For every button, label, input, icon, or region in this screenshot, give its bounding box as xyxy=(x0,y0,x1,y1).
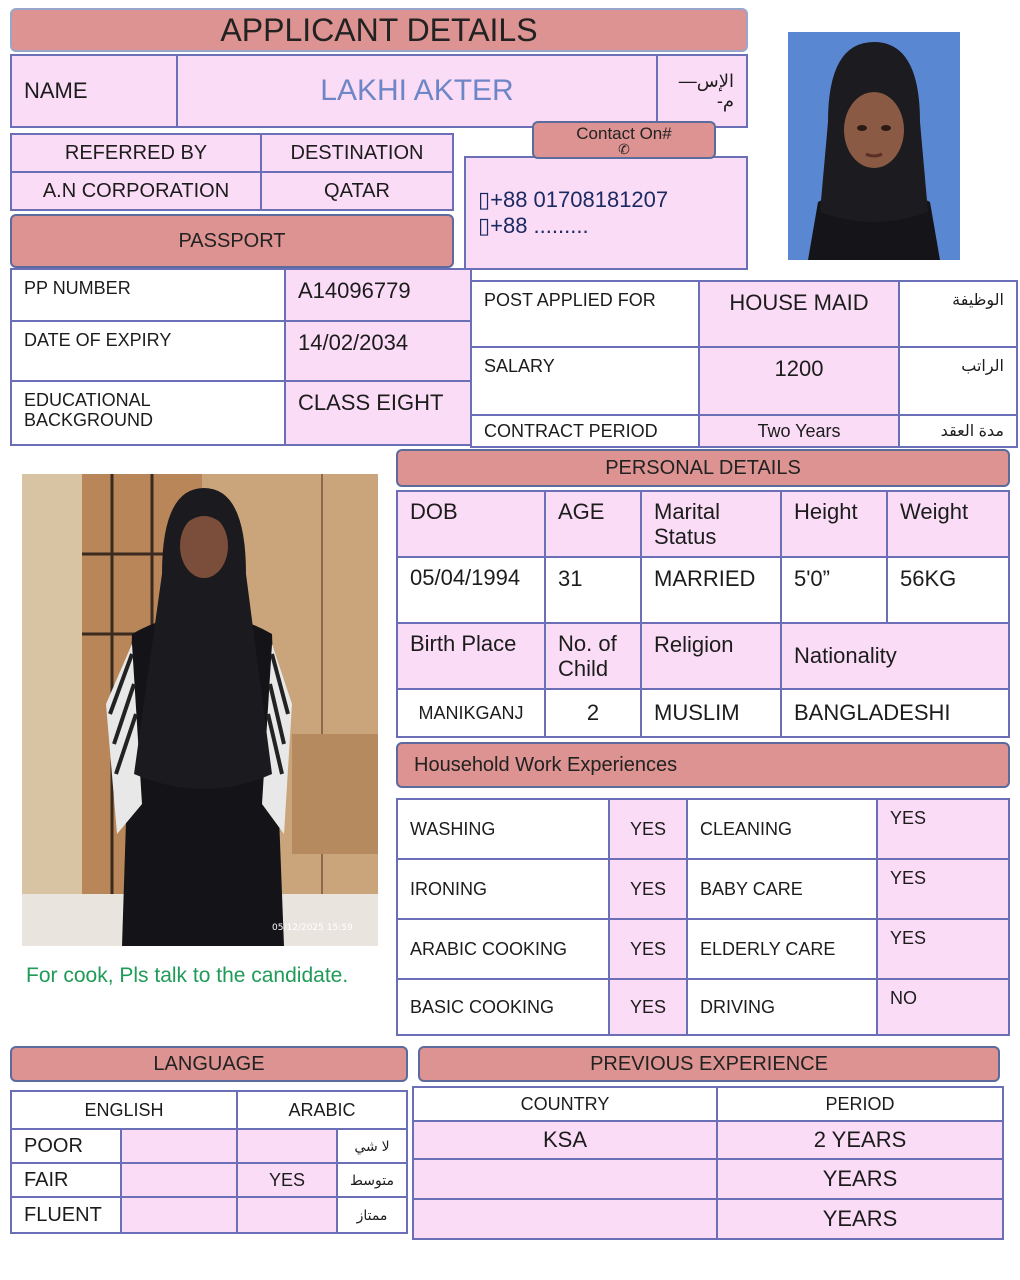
previous-period-header xyxy=(716,1086,1004,1122)
language-english-1 xyxy=(120,1162,238,1198)
previous-period-value: YEARS xyxy=(822,1166,898,1191)
nationality-value: BANGLADESHI xyxy=(794,700,951,725)
cook-note xyxy=(26,964,348,988)
household-right-value-1 xyxy=(876,858,1010,920)
household-task-label: WASHING xyxy=(410,818,496,839)
contract-arabic-cell xyxy=(898,414,1018,448)
salary-label-cell xyxy=(470,346,700,416)
expiry-label-cell xyxy=(10,320,286,382)
post-value-cell xyxy=(698,280,900,348)
height-label: Height xyxy=(794,499,858,524)
weight-value-cell xyxy=(886,556,1010,624)
household-left-value-0 xyxy=(608,798,688,860)
household-task-value: YES xyxy=(890,928,927,948)
language-english-2 xyxy=(120,1196,238,1234)
household-right-value-2 xyxy=(876,918,1010,980)
household-right-label-2 xyxy=(686,918,878,980)
phone-glyph-icon: ▯ xyxy=(478,187,491,212)
household-task-value: YES xyxy=(890,808,927,828)
marital-value: MARRIED xyxy=(654,566,756,591)
household-right-label-0 xyxy=(686,798,878,860)
contract-label-cell xyxy=(470,414,700,448)
household-right-value-0 xyxy=(876,798,1010,860)
household-left-value-2 xyxy=(608,918,688,980)
language-arabic-value: YES xyxy=(268,1169,306,1190)
height-value-cell xyxy=(780,556,888,624)
household-task-label: ELDERLY CARE xyxy=(700,938,836,959)
weight-value: 56KG xyxy=(900,566,957,591)
portrait-illustration xyxy=(788,32,960,260)
passport-header xyxy=(10,214,454,268)
salary-label: SALARY xyxy=(484,356,555,376)
salary-arabic: الراتب xyxy=(961,358,1004,375)
age-label: AGE xyxy=(558,499,605,524)
pp-number-value: A14096779 xyxy=(298,278,411,303)
previous-period-label: PERIOD xyxy=(825,1093,895,1114)
dob-value: 05/04/1994 xyxy=(410,565,521,590)
marital-value-cell xyxy=(640,556,782,624)
expiry-value: 14/02/2034 xyxy=(298,330,409,355)
language-header xyxy=(10,1046,408,1082)
previous-country-2 xyxy=(412,1198,718,1240)
household-task-label: BABY CARE xyxy=(700,878,803,899)
age-value: 31 xyxy=(558,566,583,591)
previous-experience-header xyxy=(418,1046,1000,1082)
destination-value: QATAR xyxy=(324,179,390,202)
personal-details-title: PERSONAL DETAILS xyxy=(605,456,801,479)
contact-phone-2[interactable]: +88 ......... xyxy=(490,213,589,238)
children-value: 2 xyxy=(586,700,600,725)
household-left-label-0 xyxy=(396,798,610,860)
children-label: No. of Child xyxy=(558,631,617,681)
personal-details-header xyxy=(396,449,1010,487)
contract-arabic: مدة العقد xyxy=(940,423,1004,440)
name-label: NAME xyxy=(24,78,88,103)
household-task-value: YES xyxy=(629,818,667,839)
applicant-details-header xyxy=(10,8,748,52)
previous-period-value: 2 YEARS xyxy=(813,1127,907,1152)
dob-label-cell xyxy=(396,490,546,558)
language-level-label: FLUENT xyxy=(24,1203,102,1226)
nationality-label-cell xyxy=(780,622,1010,690)
previous-experience-title: PREVIOUS EXPERIENCE xyxy=(590,1052,828,1075)
household-task-value: YES xyxy=(629,996,667,1017)
nationality-label: Nationality xyxy=(794,643,897,668)
language-arabic-level: متوسط xyxy=(350,1171,394,1188)
marital-label: Marital Status xyxy=(654,499,721,549)
referred-by-label-cell xyxy=(10,133,262,173)
destination-label: DESTINATION xyxy=(290,141,424,164)
language-english-header xyxy=(10,1090,238,1130)
passport-header-label: PASSPORT xyxy=(178,229,286,252)
weight-label: Weight xyxy=(900,499,969,524)
phone-icon: ✆ xyxy=(618,140,630,157)
destination-value-cell xyxy=(260,171,454,211)
name-label-cell xyxy=(10,54,178,128)
referred-by-label: REFERRED BY xyxy=(64,141,208,164)
household-title: Household Work Experiences xyxy=(414,753,678,776)
language-title: LANGUAGE xyxy=(153,1052,265,1075)
contact-box xyxy=(464,156,748,270)
language-arabic-0 xyxy=(236,1128,338,1164)
dob-label: DOB xyxy=(410,499,458,524)
post-arabic-cell xyxy=(898,280,1018,348)
birthplace-label: Birth Place xyxy=(410,631,517,656)
household-header xyxy=(396,742,1010,788)
expiry-value-cell xyxy=(284,320,472,382)
cook-note-text: For cook, Pls talk to the candidate. xyxy=(26,964,349,987)
previous-country-label: COUNTRY xyxy=(520,1093,610,1114)
previous-country-1 xyxy=(412,1158,718,1200)
referred-by-value-cell xyxy=(10,171,262,211)
religion-value-cell xyxy=(640,688,782,738)
language-arabic-header xyxy=(236,1090,408,1130)
language-arabic-1 xyxy=(236,1162,338,1198)
birthplace-value-cell xyxy=(396,688,546,738)
salary-value: 1200 xyxy=(774,356,824,381)
language-level-label: FAIR xyxy=(24,1168,69,1191)
household-task-value: YES xyxy=(629,938,667,959)
previous-country-0 xyxy=(412,1120,718,1160)
household-task-label: BASIC COOKING xyxy=(410,996,555,1017)
salary-arabic-cell xyxy=(898,346,1018,416)
post-label-cell xyxy=(470,280,700,348)
post-value: HOUSE MAID xyxy=(729,290,869,315)
expiry-label: DATE OF EXPIRY xyxy=(24,330,172,350)
applicant-details-title: APPLICANT DETAILS xyxy=(220,11,538,48)
household-left-label-2 xyxy=(396,918,610,980)
religion-value: MUSLIM xyxy=(654,700,740,725)
name-arabic: الإس— م- xyxy=(678,70,734,111)
height-value: 5'0” xyxy=(794,566,830,591)
pp-number-label-cell xyxy=(10,268,286,322)
language-arabic-label: ARABIC xyxy=(288,1099,356,1120)
language-level-0 xyxy=(10,1128,122,1164)
name-arabic-cell xyxy=(656,54,748,128)
language-level-2 xyxy=(10,1196,122,1234)
household-right-value-3 xyxy=(876,978,1010,1036)
children-label-cell xyxy=(544,622,642,690)
applicant-full-body-photo xyxy=(22,474,378,946)
weight-label-cell xyxy=(886,490,1010,558)
household-task-label: CLEANING xyxy=(700,818,793,839)
photo-timestamp: 05/12/2025 15:59 xyxy=(272,923,353,933)
contact-header xyxy=(532,121,716,159)
household-task-label: ARABIC COOKING xyxy=(410,938,568,959)
household-task-label: DRIVING xyxy=(700,996,776,1017)
language-arabic-level: لا شي xyxy=(354,1137,390,1154)
household-left-label-3 xyxy=(396,978,610,1036)
religion-label-cell xyxy=(640,622,782,690)
contact-phone-1[interactable]: +88 01708181207 xyxy=(490,187,669,212)
birthplace-value: MANIKGANJ xyxy=(418,702,524,723)
referred-by-value: A.N CORPORATION xyxy=(42,179,230,202)
dob-value-cell xyxy=(396,556,546,624)
language-english-label: ENGLISH xyxy=(84,1099,164,1120)
language-arabic-2 xyxy=(236,1196,338,1234)
nationality-value-cell xyxy=(780,688,1010,738)
phone-glyph-icon: ▯ xyxy=(478,213,491,238)
language-level-1 xyxy=(10,1162,122,1198)
household-task-label: IRONING xyxy=(410,878,488,899)
contact-phone-2-row xyxy=(478,213,589,239)
language-english-0 xyxy=(120,1128,238,1164)
household-right-label-3 xyxy=(686,978,878,1036)
household-task-value: YES xyxy=(629,878,667,899)
children-value-cell xyxy=(544,688,642,738)
language-arabic-label-1 xyxy=(336,1162,408,1198)
contract-value: Two Years xyxy=(757,420,841,441)
contract-label: CONTRACT PERIOD xyxy=(484,420,658,441)
full-body-illustration xyxy=(22,474,378,946)
birthplace-label-cell xyxy=(396,622,546,690)
previous-period-value: YEARS xyxy=(822,1206,898,1231)
household-left-label-1 xyxy=(396,858,610,920)
destination-label-cell xyxy=(260,133,454,173)
household-left-value-3 xyxy=(608,978,688,1036)
language-arabic-label-0 xyxy=(336,1128,408,1164)
education-value: CLASS EIGHT xyxy=(298,390,444,415)
age-label-cell xyxy=(544,490,642,558)
religion-label: Religion xyxy=(654,632,734,657)
household-left-value-1 xyxy=(608,858,688,920)
name-value-cell xyxy=(176,54,658,128)
previous-period-0 xyxy=(716,1120,1004,1160)
contract-value-cell xyxy=(698,414,900,448)
name-value: LAKHI AKTER xyxy=(320,74,514,107)
previous-period-1 xyxy=(716,1158,1004,1200)
height-label-cell xyxy=(780,490,888,558)
education-value-cell xyxy=(284,380,472,446)
pp-number-label: PP NUMBER xyxy=(24,278,131,298)
contact-phone-1-row xyxy=(478,187,668,213)
post-arabic: الوظيفة xyxy=(952,292,1004,309)
previous-country-header xyxy=(412,1086,718,1122)
household-task-value: NO xyxy=(890,988,917,1008)
age-value-cell xyxy=(544,556,642,624)
contact-header-label: Contact On# xyxy=(576,123,672,143)
previous-period-2 xyxy=(716,1198,1004,1240)
language-arabic-label-2 xyxy=(336,1196,408,1234)
education-label-cell xyxy=(10,380,286,446)
pp-number-value-cell xyxy=(284,268,472,322)
previous-country-value: KSA xyxy=(542,1127,588,1152)
marital-label-cell xyxy=(640,490,782,558)
applicant-portrait-photo xyxy=(788,32,960,260)
language-level-label: POOR xyxy=(24,1134,83,1157)
education-label: EDUCATIONAL BACKGROUND xyxy=(24,390,154,431)
salary-value-cell xyxy=(698,346,900,416)
household-right-label-1 xyxy=(686,858,878,920)
household-task-value: YES xyxy=(890,868,927,888)
language-arabic-level: ممتاز xyxy=(356,1206,388,1223)
post-label: POST APPLIED FOR xyxy=(484,290,656,310)
